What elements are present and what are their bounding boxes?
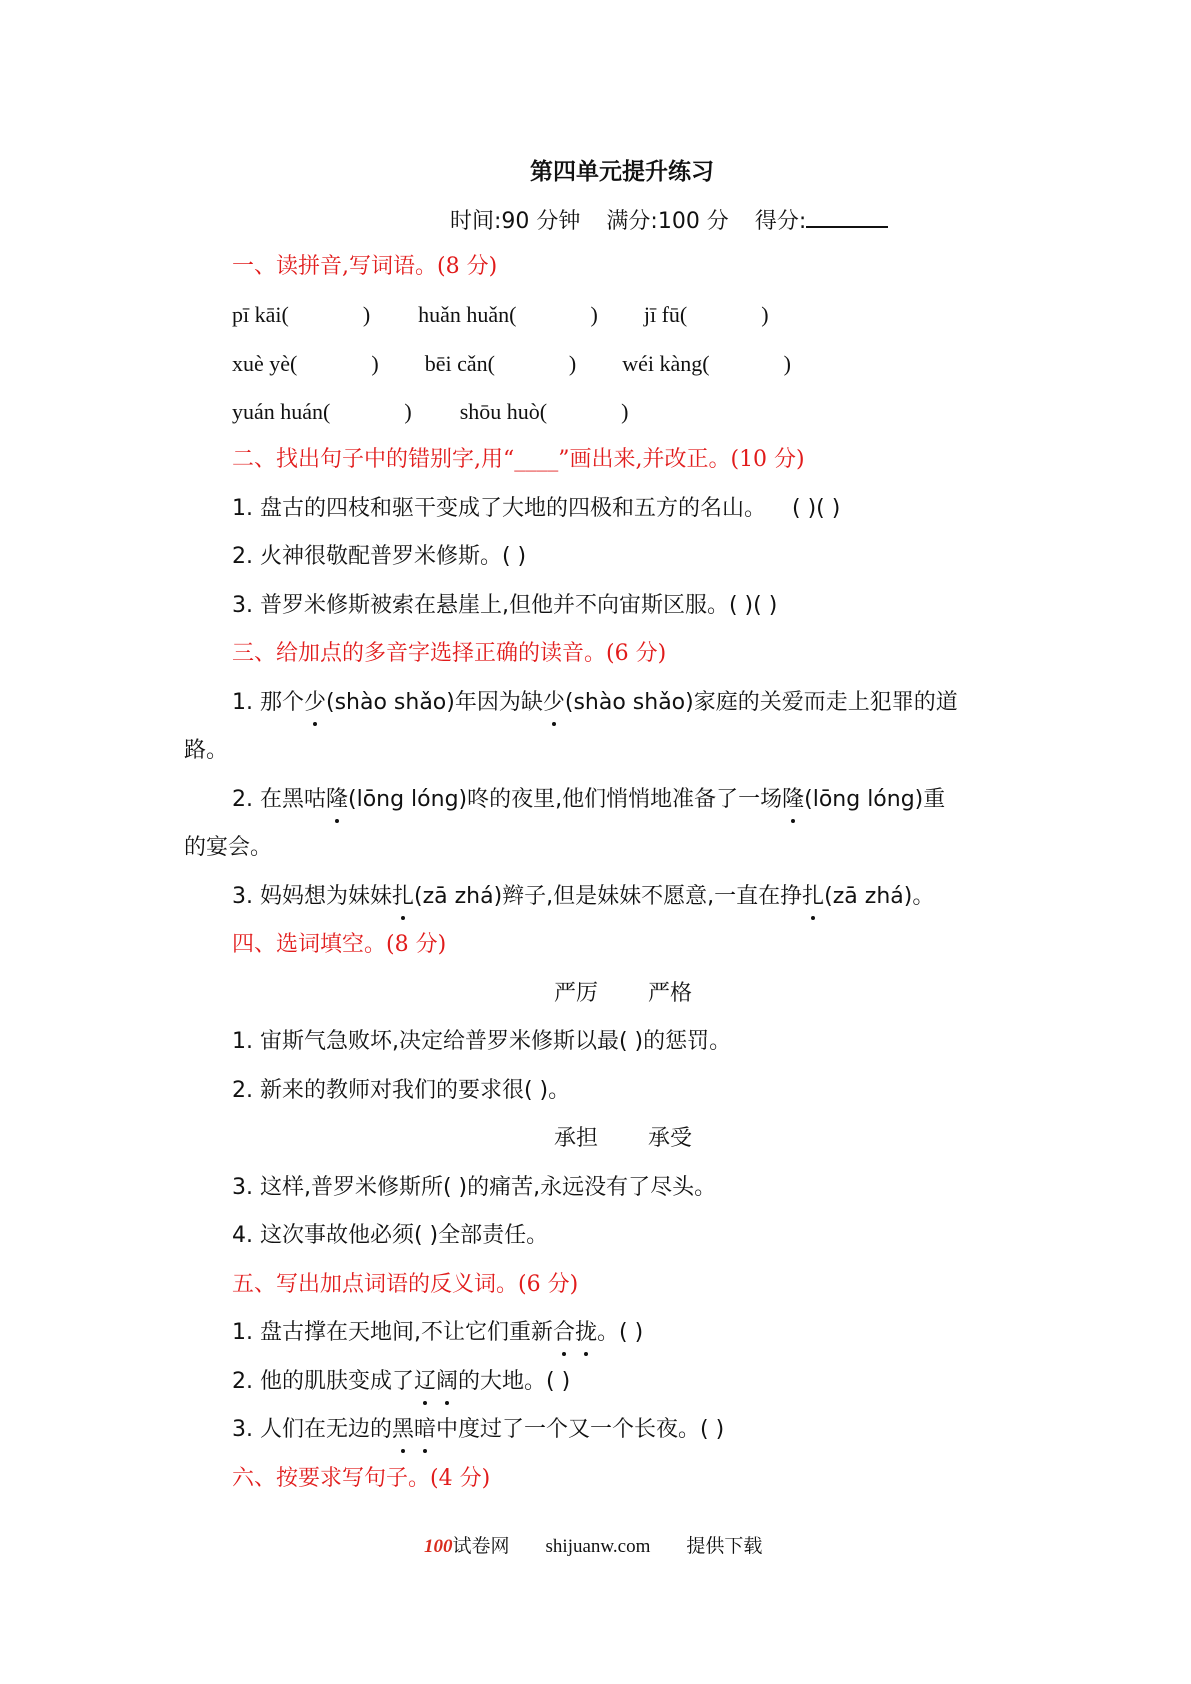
pinyin-item: xuè yè( (232, 351, 298, 376)
pinyin-close: ) (362, 302, 371, 327)
dotted-char: 少 (543, 688, 565, 718)
footer (424, 1532, 762, 1562)
pinyin-close: ) (621, 399, 629, 424)
exam-info (450, 204, 888, 237)
question-text: (shào shǎo)年因为缺 (326, 690, 543, 715)
pinyin-close: ) (404, 399, 412, 424)
word-choice: 承担 (554, 1126, 599, 1151)
question-4-2: 2. 新来的教师对我们的要求很( )。 (232, 1078, 571, 1103)
question-text: (shào shǎo)家庭的关爱而走上犯罪的道 (564, 690, 958, 715)
pinyin-item: pī kāi( (232, 302, 289, 327)
pinyin-item: wéi kàng( (622, 351, 710, 376)
question-5-1 (232, 1318, 643, 1348)
pinyin-close: ) (590, 302, 598, 327)
time-label: 时间:90 分钟 (450, 209, 581, 234)
dotted-char: 隆 (326, 785, 348, 815)
section-2-heading: 二、找出句子中的错别字,用“____”画出来,并改正。(10 分) (232, 447, 805, 472)
dotted-char: 黑 (392, 1415, 414, 1445)
question-text: 中度过了一个又一个长夜。( ) (436, 1417, 725, 1442)
score-label: 得分: (754, 209, 807, 234)
question-text: (lōng lóng)咚的夜里,他们悄悄地准备了一场 (348, 787, 783, 812)
dotted-char: 辽 (414, 1367, 436, 1397)
word-choice: 承受 (648, 1126, 693, 1151)
site-name: 试卷网 (452, 1536, 510, 1557)
question-text: 2. 在黑咕 (232, 787, 326, 812)
question-text: 3. 人们在无边的 (232, 1417, 392, 1442)
site-logo: 100 (424, 1536, 453, 1557)
section-4-heading: 四、选词填空。(8 分) (232, 932, 447, 957)
dotted-char: 少 (304, 688, 326, 718)
dotted-char: 隆 (782, 785, 804, 815)
section-6-heading: 六、按要求写句子。(4 分) (232, 1466, 491, 1491)
pinyin-row-1 (232, 300, 769, 330)
section-5-heading: 五、写出加点词语的反义词。(6 分) (232, 1272, 579, 1297)
pinyin-row-2 (232, 349, 791, 379)
question-2-2: 2. 火神很敬配普罗米修斯。( ) (232, 544, 527, 569)
question-2-1 (232, 494, 840, 524)
pinyin-item: huǎn huǎn( (418, 302, 517, 327)
question-2-3: 3. 普罗米修斯被索在悬崖上,但他并不向宙斯区服。( )( ) (232, 593, 778, 618)
question-text: 1. 那个 (232, 690, 304, 715)
section-3-heading: 三、给加点的多音字选择正确的读音。(6 分) (232, 641, 667, 666)
question-4-1: 1. 宙斯气急败坏,决定给普罗米修斯以最( )的惩罚。 (232, 1029, 732, 1054)
pinyin-close: ) (761, 302, 769, 327)
dotted-char: 暗 (414, 1415, 436, 1445)
question-text: 1. 盘古撑在天地间,不让它们重新 (232, 1320, 553, 1345)
site-domain[interactable]: shijuanw.com (545, 1536, 651, 1557)
pinyin-item: bēi cǎn( (424, 351, 495, 376)
page-title: 第四单元提升练习 (530, 159, 714, 185)
pinyin-row-3 (232, 397, 628, 427)
answer-parens: ( )( ) (792, 496, 841, 521)
question-3-1-continued: 路。 (184, 738, 229, 763)
word-choices-1 (554, 979, 692, 1009)
question-4-3: 3. 这样,普罗米修斯所( )的痛苦,永远没有了尽头。 (232, 1175, 717, 1200)
section-1-heading: 一、读拼音,写词语。(8 分) (232, 254, 498, 279)
question-5-3 (232, 1415, 724, 1445)
provide-download: 提供下载 (686, 1536, 763, 1557)
question-3-2 (232, 785, 945, 815)
question-5-2 (232, 1367, 570, 1397)
question-3-3 (232, 882, 934, 912)
pinyin-close: ) (568, 351, 577, 376)
pinyin-item: jī fū( (643, 302, 688, 327)
question-text: (zā zhá)。 (824, 884, 935, 909)
question-text: 的大地。( ) (458, 1369, 571, 1394)
question-text: 2. 他的肌肤变成了 (232, 1369, 414, 1394)
question-text: (lōng lóng)重 (804, 787, 946, 812)
dotted-char: 拢 (575, 1318, 597, 1348)
question-text: 3. 妈妈想为妹妹 (232, 884, 392, 909)
dotted-char: 阔 (436, 1367, 458, 1397)
dotted-char: 扎 (802, 882, 824, 912)
pinyin-close: ) (371, 351, 379, 376)
question-3-1 (232, 688, 958, 718)
word-choice: 严格 (648, 981, 693, 1006)
dotted-char: 合 (553, 1318, 575, 1348)
score-blank[interactable] (806, 204, 888, 228)
pinyin-item: yuán huán( (232, 399, 331, 424)
dotted-char: 扎 (392, 882, 414, 912)
question-text: 。( ) (597, 1320, 644, 1345)
pinyin-close: ) (783, 351, 791, 376)
question-3-2-continued: 的宴会。 (184, 835, 273, 860)
word-choice: 严厉 (554, 981, 599, 1006)
full-score-label: 满分:100 分 (606, 209, 729, 234)
question-text: 1. 盘古的四枝和驱干变成了大地的四极和五方的名山。 (232, 496, 766, 521)
word-choices-2 (554, 1124, 692, 1154)
question-4-4: 4. 这次事故他必须( )全部责任。 (232, 1223, 549, 1248)
question-text: (zā zhá)辫子,但是妹妹不愿意,一直在挣 (414, 884, 803, 909)
pinyin-item: shōu huò( (459, 399, 548, 424)
